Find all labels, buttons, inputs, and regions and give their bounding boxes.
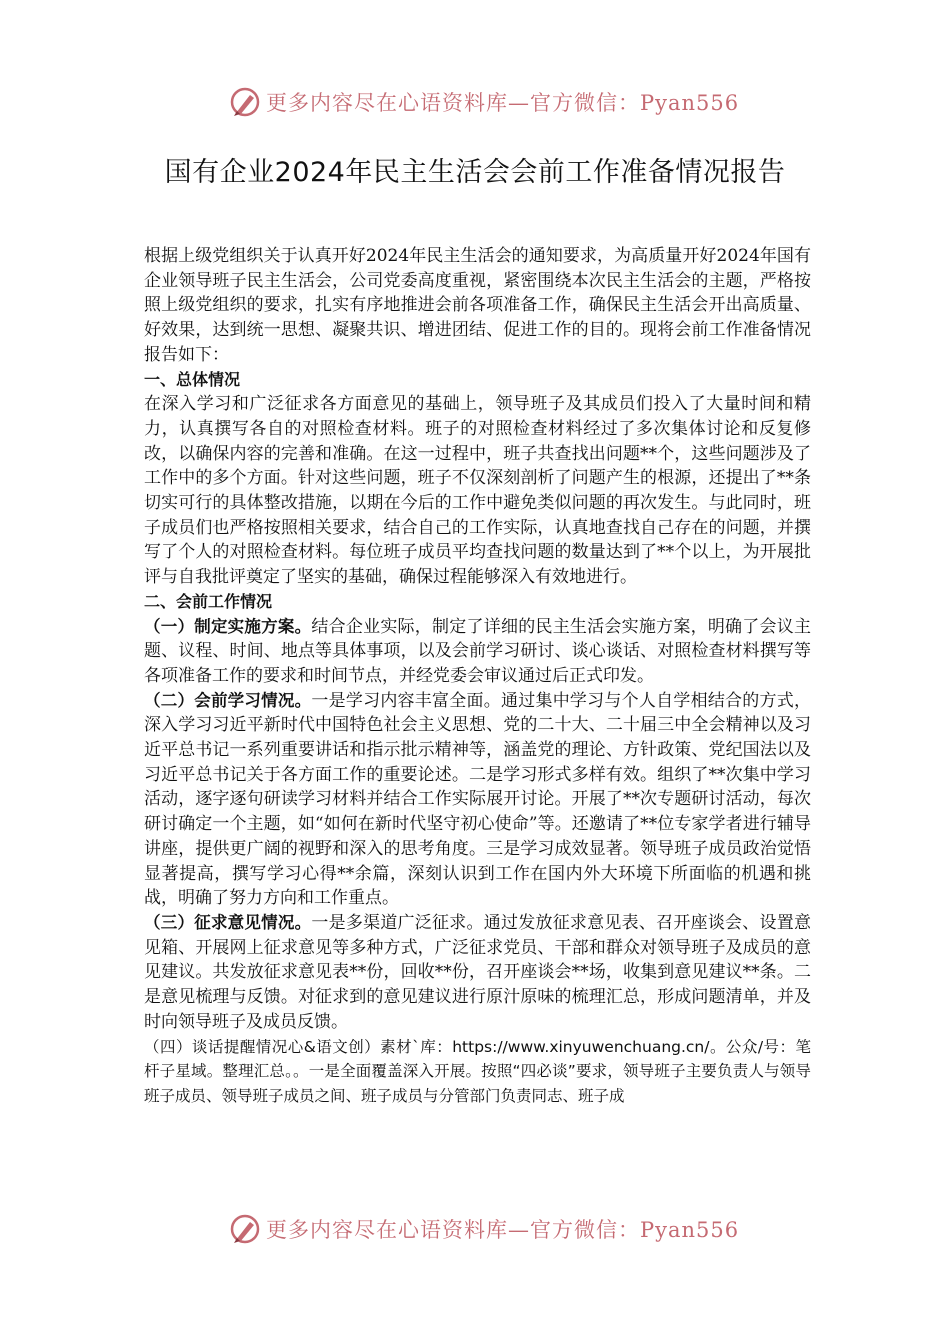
subsection3-paragraph <box>144 911 811 1035</box>
pen-circle-logo-icon <box>228 1212 262 1246</box>
banner-text: 更多内容尽在心语资料库—官方微信：Pyan556 <box>266 91 740 115</box>
subsection2-body: 一是学习内容丰富全面。通过集中学习与个人自学相结合的方式，深入学习习近平新时代中国特色社会主义思想、党的二十大、二十届三中全会精神以及习近平总书记一系列重要讲话和指示批示精神等，涵盖党的理论、方针政策、党纪国法以及习近平总书记关于各方面工作的重要论述。二是学习形式多样有效。组织了**次集中学习活动，逐字逐句研读学习材料并结合工作实际展开讨论。开展了**次专题研讨活动，每次研讨确定一个主题，如“如何在新时代坚守初心使命”等。还邀请了**位专家学者进行辅导讲座，提供更广阔的视野和深入的思考角度。三是学习成效显著。领导班子成员政治觉悟显著提高，撰写学习心得**余篇，深刻认识到工作在国内外大环境下所面临的机遇和挑战，明确了努力方向和工作重点。 <box>144 690 812 909</box>
banner-text: 更多内容尽在心语资料库—官方微信：Pyan556 <box>266 1218 740 1242</box>
subsection4-paragraph: （四）谈话提醒情况心&语文创）素材`库：https://www.xinyuwenchuang.cn/。公众/号：笔杆子星域。整理汇总。。一是全面覆盖深入开展。按照“四必谈”要求，领导班子主要负责人与领导班子成员、领导班子成员之间、班子成员与分管部门负责同志、班子成 <box>144 1037 811 1105</box>
subsection1-paragraph <box>144 615 811 689</box>
subsection2-paragraph <box>144 689 811 911</box>
section2-heading: 二、会前工作情况 <box>144 591 273 611</box>
bottom-banner[interactable] <box>228 1209 739 1249</box>
subsection3-body: 一是多渠道广泛征求。通过发放征求意见表、召开座谈会、设置意见箱、开展网上征求意见等多种方式，广泛征求党员、干部和群众对领导班子及成员的意见建议。共发放征求意见表**份，回收**份，召开座谈会**场，收集到意见建议**条。二是意见梳理与反馈。对征求到的意见建议进行原汁原味的梳理汇总，形成问题清单，并及时向领导班子及成员反馈。 <box>144 912 812 1032</box>
top-banner[interactable] <box>228 82 739 122</box>
subsection2-lead: （二）会前学习情况。 <box>144 690 312 710</box>
pen-circle-logo-icon <box>228 85 262 119</box>
subsection1-lead: （一）制定实施方案。 <box>144 616 312 636</box>
section1-heading: 一、总体情况 <box>144 369 241 389</box>
subsection3-lead: （三）征求意见情况。 <box>144 912 312 932</box>
subsection1-body: 结合企业实际，制定了详细的民主生活会实施方案，明确了会议主题、议程、时间、地点等具体事项，以及会前学习研讨、谈心谈话、对照检查材料撰写等各项准备工作的要求和时间节点，并经党委会审议通过后正式印发。 <box>144 616 812 686</box>
section1-paragraph: 在深入学习和广泛征求各方面意见的基础上，领导班子及其成员们投入了大量时间和精力，认真撰写各自的对照检查材料。班子的对照检查材料经过了多次集体讨论和反复修改，以确保内容的完善和准确。在这一过程中，班子共查找出问题**个，这些问题涉及了工作中的多个方面。针对这些问题，班子不仅深刻剖析了问题产生的根源，还提出了**条切实可行的具体整改措施，以期在今后的工作中避免类似问题的再次发生。与此同时，班子成员们也严格按照相关要求，结合自己的工作实际，认真地查找自己存在的问题，并撰写了个人的对照检查材料。每位班子成员平均查找问题的数量达到了**个以上，为开展批评与自我批评奠定了坚实的基础，确保过程能够深入有效地进行。 <box>144 394 811 588</box>
document-title: 国有企业2024年民主生活会会前工作准备情况报告 <box>164 157 786 188</box>
intro-paragraph: 根据上级党组织关于认真开好2024年民主生活会的通知要求，为高质量开好2024年国有企业领导班子民主生活会，公司党委高度重视，紧密围绕本次民主生活会的主题，严格按照上级党组织的要求，扎实有序地推进会前各项准备工作，确保民主生活会开出高质量、好效果，达到统一思想、凝聚共识、增进团结、促进工作的目的。现将会前工作准备情况报告如下： <box>144 246 811 365</box>
document-body <box>144 244 811 1109</box>
